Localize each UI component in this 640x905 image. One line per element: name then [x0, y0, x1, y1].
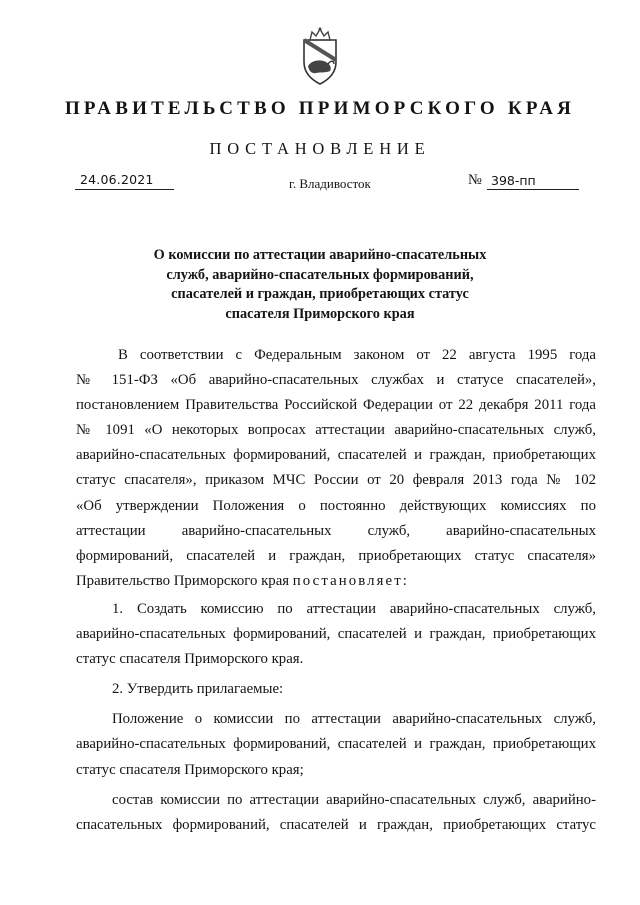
document-subject	[120, 246, 520, 324]
body-line: «Об утверждении Положения о постоянно действующих комиссиях по	[76, 497, 596, 514]
body-line: статус спасателя Приморского края.	[76, 651, 304, 668]
body-line: аварийно-спасательных формирований, спасателей и граждан, приобретающих	[76, 736, 596, 753]
document-date: 24.06.2021	[80, 172, 154, 187]
body-line: В соответствии с Федеральным законом от 22 августа 1995 года	[118, 347, 596, 363]
number-label: №	[468, 172, 482, 188]
primorsky-krai-coat-of-arms-icon	[298, 26, 342, 86]
body-line: статус спасателя», приказом МЧС России от 20 февраля 2013 года № 102	[76, 472, 596, 489]
body-line: № 1091 «О некоторых вопросах аттестации аварийно-спасательных служб,	[76, 422, 596, 439]
number-underline	[487, 189, 579, 190]
body-line: 2. Утвердить прилагаемые:	[112, 681, 284, 698]
resolution-keyword: постановляет:	[292, 572, 409, 589]
body-line: 1. Создать комиссию по аттестации аварийно-спасательных служб,	[112, 600, 596, 617]
body-line: аварийно-спасательных формирований, спасателей и граждан, приобретающих	[76, 447, 596, 464]
document-city: г. Владивосток	[289, 176, 371, 191]
body-line: постановлением Правительства Российской Федерации от 22 декабря 2011 года	[76, 397, 596, 414]
body-line: № 151-ФЗ «Об аварийно-спасательных службах и статусе спасателей»,	[76, 372, 596, 389]
body-line-resolution	[76, 569, 596, 594]
subject-line: спасателя Приморского края	[225, 305, 415, 322]
document-body	[76, 343, 596, 838]
body-line: состав комиссии по аттестации аварийно-спасательных служб, аварийно-	[112, 791, 596, 808]
date-underline	[75, 189, 174, 190]
body-line: аттестации аварийно-спасательных служб, аварийно-спасательных	[76, 522, 596, 539]
subject-line: О комиссии по аттестации аварийно-спасательных	[153, 247, 487, 263]
body-line: формирований, спасателей и граждан, приобретающих статус спасателя»	[76, 547, 596, 564]
body-line: Положение о комиссии по аттестации аварийно-спасательных служб,	[112, 711, 596, 728]
resolution-text: Правительство Приморского края	[76, 572, 290, 589]
body-line: спасательных формирований, спасателей и граждан, приобретающих статус	[76, 816, 596, 833]
document-type: ПОСТАНОВЛЕНИЕ	[209, 139, 431, 158]
subject-line: спасателей и граждан, приобретающих статус	[171, 286, 469, 302]
body-line: аварийно-спасательных формирований, спасателей и граждан, приобретающих	[76, 626, 596, 643]
subject-line: служб, аварийно-спасательных формирований,	[166, 266, 474, 283]
government-title: ПРАВИТЕЛЬСТВО ПРИМОРСКОГО КРАЯ	[64, 98, 576, 119]
document-number: 398-пп	[491, 173, 536, 188]
body-line: статус спасателя Приморского края;	[76, 761, 304, 778]
